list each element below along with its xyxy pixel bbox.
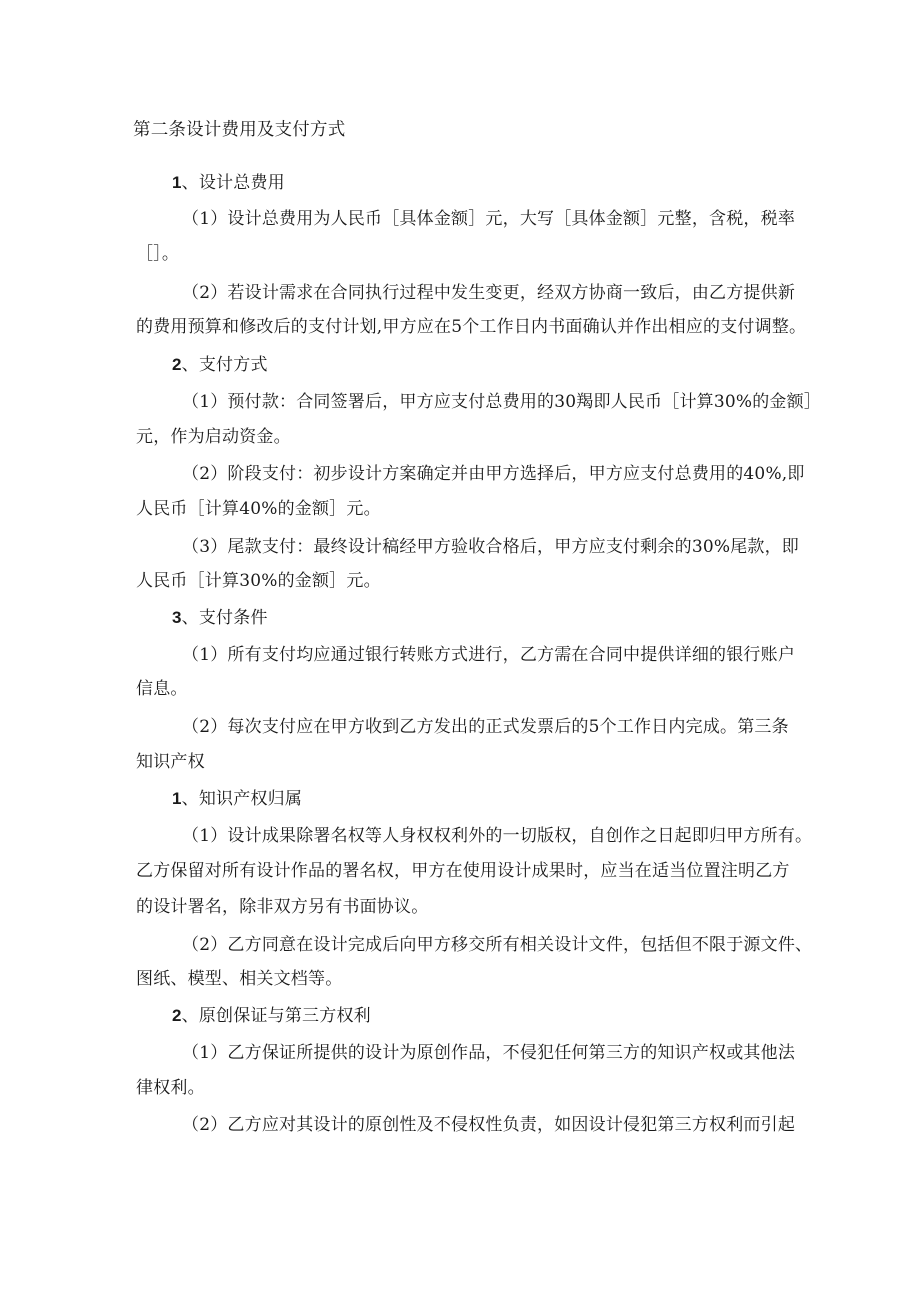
paragraph-line: 信息。 — [136, 679, 188, 699]
paragraph-line: （1）设计成果除署名权等人身权权利外的一切版权，自创作之日起即归甲方所有。 — [182, 826, 813, 846]
paragraph-line: 乙方保留对所有设计作品的署名权，甲方在使用设计成果时，应当在适当位置注明乙方 — [136, 861, 790, 881]
section-heading-payment-method — [172, 353, 268, 377]
paragraph-line: （2）每次支付应在甲方收到乙方发出的正式发票后的5个工作日内完成。第三条 — [182, 717, 789, 737]
section-number: 2 — [172, 1006, 182, 1025]
paragraph-line: 人民币［计算30%的金额］元。 — [136, 571, 381, 591]
section-title: 、知识产权归属 — [181, 789, 303, 809]
section-number: 3 — [172, 608, 182, 627]
paragraph-line: 的费用预算和修改后的支付计划,甲方应在5个工作日内书面确认并作出相应的支付调整。 — [136, 317, 807, 337]
section-number: 1 — [172, 789, 182, 808]
section-heading-originality — [172, 1004, 371, 1028]
article-2-title: 第二条设计费用及支付方式 — [133, 120, 346, 140]
section-number: 2 — [172, 355, 182, 374]
paragraph-line: （2）若设计需求在合同执行过程中发生变更，经双方协商一致后，由乙方提供新 — [182, 283, 796, 303]
section-title: 、支付条件 — [181, 608, 268, 628]
paragraph-line: （1）乙方保证所提供的设计为原创作品，不侵犯任何第三方的知识产权或其他法 — [182, 1043, 796, 1063]
paragraph-line: （2）乙方同意在设计完成后向甲方移交所有相关设计文件，包括但不限于源文件、 — [182, 935, 813, 955]
paragraph-line: （1）设计总费用为人民币［具体金额］元，大写［具体金额］元整，含税，税率 — [182, 209, 796, 229]
section-number: 1 — [172, 173, 182, 192]
paragraph-line: 人民币［计算40%的金额］元。 — [136, 499, 381, 519]
section-heading-total-fee — [172, 171, 285, 195]
paragraph-line: ［］。 — [136, 244, 180, 264]
section-heading-ip-ownership — [172, 787, 302, 811]
paragraph-line: 知识产权 — [136, 752, 205, 772]
paragraph-line: （3）尾款支付：最终设计稿经甲方验收合格后，甲方应支付剩余的30%尾款，即 — [182, 537, 799, 557]
paragraph-line: （2）乙方应对其设计的原创性及不侵权性负责，如因设计侵犯第三方权利而引起 — [182, 1115, 796, 1135]
paragraph-line: 元，作为启动资金。 — [136, 427, 291, 447]
paragraph-line: （2）阶段支付：初步设计方案确定并由甲方选择后，甲方应支付总费用的40%,即 — [182, 464, 805, 484]
section-title: 、支付方式 — [181, 355, 268, 375]
paragraph-line: 律权利。 — [136, 1078, 205, 1098]
paragraph-line: 图纸、模型、相关文档等。 — [136, 969, 343, 989]
section-title: 、设计总费用 — [181, 173, 285, 193]
paragraph-line: 的设计署名，除非双方另有书面协议。 — [136, 897, 429, 917]
paragraph-line: （1）所有支付均应通过银行转账方式进行，乙方需在合同中提供详细的银行账户 — [182, 645, 796, 665]
paragraph-line: （1）预付款：合同签署后，甲方应支付总费用的30羯即人民币［计算30%的金额］ — [182, 392, 822, 412]
section-heading-payment-conditions — [172, 606, 268, 630]
section-title: 、原创保证与第三方权利 — [181, 1006, 371, 1026]
